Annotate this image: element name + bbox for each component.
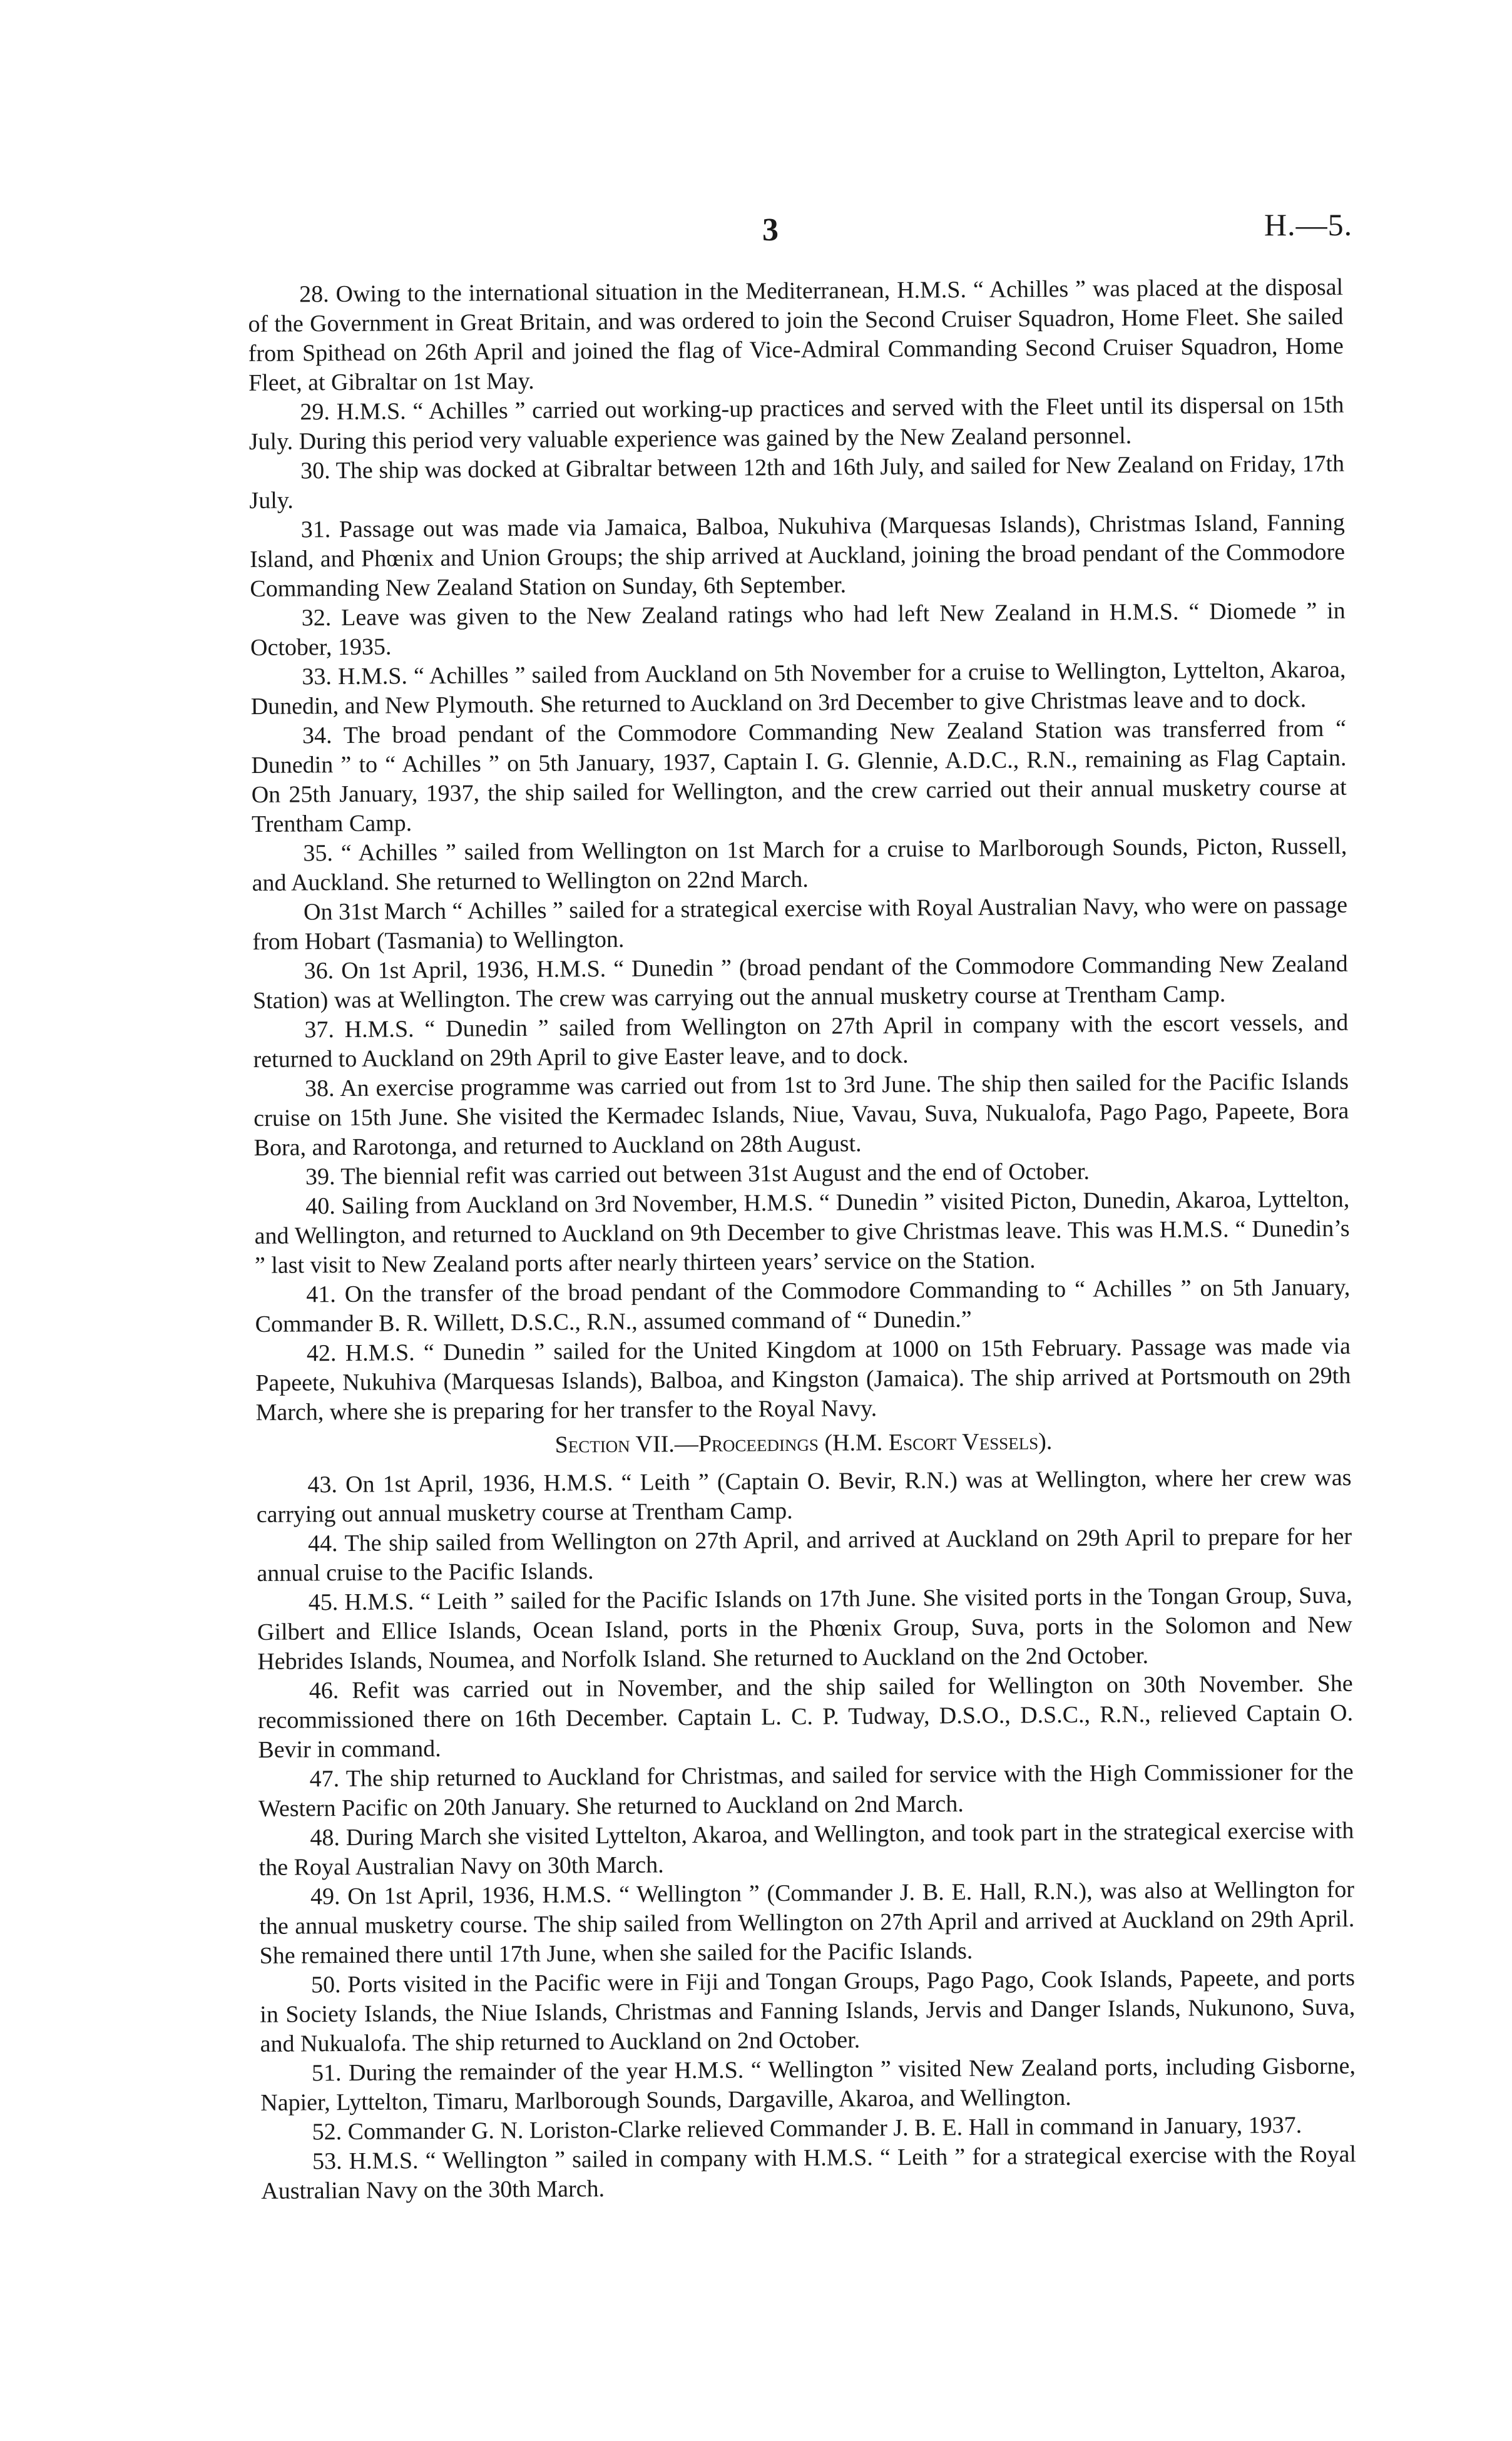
paragraph-31: 31. Passage out was made via Jamaica, Balboa, Nukuhiva (Marquesas Islands), Christmas Island, Fanning Island, and Phœnix and Union Groups; the ship arrived at Auckland, joining the broad pendant of the Commodore Commanding New Zealand Station on Sunday, 6th September.	[249, 509, 1346, 602]
paragraph-51: 51. During the remainder of the year H.M.S. “ Wellington ” visited New Zealand ports, including Gisborne, Napier, Lyttelton, Timaru, Marlborough Sounds, Dargaville, Akaroa, and Wellington.	[260, 2052, 1356, 2116]
paragraph-53: 53. H.M.S. “ Wellington ” sailed in company with H.M.S. “ Leith ” for a strategical exercise with the Royal Australian Navy on the 30th March.	[261, 2141, 1357, 2204]
paragraph-50: 50. Ports visited in the Pacific were in Fiji and Tongan Groups, Pago Pago, Cook Islands, Papeete, and ports in Society Islands, the Niue Islands, Christmas and Fanning Islands, Jervis and Danger Islands, Nukunono, Suva, and Nukualofa. The ship returned to Auckland on 2nd October.	[260, 1964, 1356, 2057]
section-heading: Section VII.—Proceedings (H.M. Escort Vessels).	[554, 1428, 1053, 1458]
paragraph-39: 39. The biennial refit was carried out between 31st August and the end of October.	[305, 1158, 1090, 1190]
paragraph-33: 33. H.M.S. “ Achilles ” sailed from Auckland on 5th November for a cruise to Wellington, Lyttelton, Akaroa, Dunedin, and New Plymouth. She returned to Auckland on 3rd December to give Christmas leave and to dock.	[250, 656, 1346, 720]
paragraph-43: 43. On 1st April, 1936, H.M.S. “ Leith ” (Captain O. Bevir, R.N.) was at Wellington, where her crew was carrying out annual musketry course at Trentham Camp.	[256, 1464, 1352, 1528]
document-body	[248, 273, 1356, 2206]
paragraph-35-continued: On 31st March “ Achilles ” sailed for a strategical exercise with Royal Australian Navy, who were on passage from Hobart (Tasmania) to Wellington.	[252, 891, 1348, 955]
paragraph-29: 29. H.M.S. “ Achilles ” carried out working-up practices and served with the Fleet until its dispersal on 15th July. During this period very valuable experience was gained by the New Zealand personnel.	[248, 391, 1344, 455]
paragraph-34: 34. The broad pendant of the Commodore Commanding New Zealand Station was transferred from “ Dunedin ” to “ Achilles ” on 5th January, 1937, Captain I. G. Glennie, A.D.C., R.N., remaining as Flag Captain. On 25th January, 1937, the ship sailed for Wellington, and the crew carried out their annual musketry course at Trentham Camp.	[251, 715, 1347, 837]
paragraph-28: 28. Owing to the international situation in the Mediterranean, H.M.S. “ Achilles ” was placed at the disposal of the Government in Great Britain, and was ordered to join the Second Cruiser Squadron, Home Fleet. She sailed from Spithead on 26th April and joined the flag of Vice-Admiral Commanding Second Cruiser Squadron, Home Fleet, at Gibraltar on 1st May.	[248, 274, 1344, 396]
paragraph-48: 48. During March she visited Lyttelton, Akaroa, and Wellington, and took part in the strategical exercise with the Royal Australian Navy on 30th March.	[258, 1817, 1354, 1881]
paragraph-49: 49. On 1st April, 1936, H.M.S. “ Wellington ” (Commander J. B. E. Hall, R.N.), was also at Wellington for the annual musketry course. The ship sailed from Wellington on 27th April and arrived at Auckland on 29th April. She remained there until 17th June, when she sailed for the Pacific Islands.	[259, 1876, 1355, 1969]
document-code: H.—5.	[1264, 207, 1353, 242]
paragraph-37: 37. H.M.S. “ Dunedin ” sailed from Wellington on 27th April in company with the escort vessels, and returned to Auckland on 29th April to give Easter leave, and to dock.	[253, 1009, 1349, 1073]
paragraph-30: 30. The ship was docked at Gibraltar between 12th and 16th July, and sailed for New Zealand on Friday, 17th July.	[249, 450, 1345, 514]
paragraph-41: 41. On the transfer of the broad pendant of the Commodore Commanding to “ Achilles ” on 5th January, Commander B. R. Willett, D.S.C., R.N., assumed command of “ Dunedin.”	[255, 1274, 1351, 1338]
paragraph-42: 42. H.M.S. “ Dunedin ” sailed for the United Kingdom at 1000 on 15th February. Passage was made via Papeete, Nukuhiva (Marquesas Islands), Balboa, and Kingston (Jamaica). The ship arrived at Portsmouth on 29th March, where she is preparing for her transfer to the Royal Navy.	[255, 1333, 1351, 1426]
paragraph-36: 36. On 1st April, 1936, H.M.S. “ Dunedin ” (broad pendant of the Commodore Commanding New Zealand Station) was at Wellington. The crew was carrying out the annual musketry course at Trentham Camp.	[252, 950, 1348, 1014]
paragraph-40: 40. Sailing from Auckland on 3rd November, H.M.S. “ Dunedin ” visited Picton, Dunedin, Akaroa, Lyttelton, and Wellington, and returned to Auckland on 9th December to give Christmas leave. This was H.M.S. “ Dunedin’s ” last visit to New Zealand ports after nearly thirteen years’ service on the Station.	[254, 1185, 1350, 1279]
paragraph-52: 52. Commander G. N. Loriston-Clarke relieved Commander J. B. E. Hall in command in January, 1937.	[312, 2112, 1302, 2146]
paragraph-47: 47. The ship returned to Auckland for Christmas, and sailed for service with the High Commissioner for the Western Pacific on 20th January. She returned to Auckland on 2nd March.	[258, 1758, 1354, 1822]
paragraph-44: 44. The ship sailed from Wellington on 27th April, and arrived at Auckland on 29th April to prepare for her annual cruise to the Pacific Islands.	[257, 1523, 1352, 1587]
paragraph-46: 46. Refit was carried out in November, and the ship sailed for Wellington on 30th November. She recommissioned there on 16th December. Captain L. C. P. Tudway, D.S.O., D.S.C., R.N., relieved Captain O. Bevir in command.	[257, 1670, 1354, 1763]
paragraph-32: 32. Leave was given to the New Zealand ratings who had left New Zealand in H.M.S. “ Diomede ” in October, 1935.	[250, 597, 1346, 661]
paragraph-45: 45. H.M.S. “ Leith ” sailed for the Pacific Islands on 17th June. She visited ports in the Tongan Group, Suva, Gilbert and Ellice Islands, Ocean Island, ports in the Phœnix Group, Suva, ports in the Solomon and New Hebrides Islands, Noumea, and Norfolk Island. She returned to Auckland on the 2nd October.	[257, 1582, 1353, 1675]
page-number: 3	[762, 212, 779, 248]
paragraph-35: 35. “ Achilles ” sailed from Wellington on 1st March for a cruise to Marlborough Sounds, Picton, Russell, and Auckland. She returned to Wellington on 22nd March.	[252, 832, 1347, 896]
paragraph-38: 38. An exercise programme was carried out from 1st to 3rd June. The ship then sailed for the Pacific Islands cruise on 15th June. She visited the Kermadec Islands, Niue, Vavau, Suva, Nukualofa, Pago Pago, Papeete, Bora Bora, and Rarotonga, and returned to Auckland on 28th August.	[253, 1068, 1349, 1161]
